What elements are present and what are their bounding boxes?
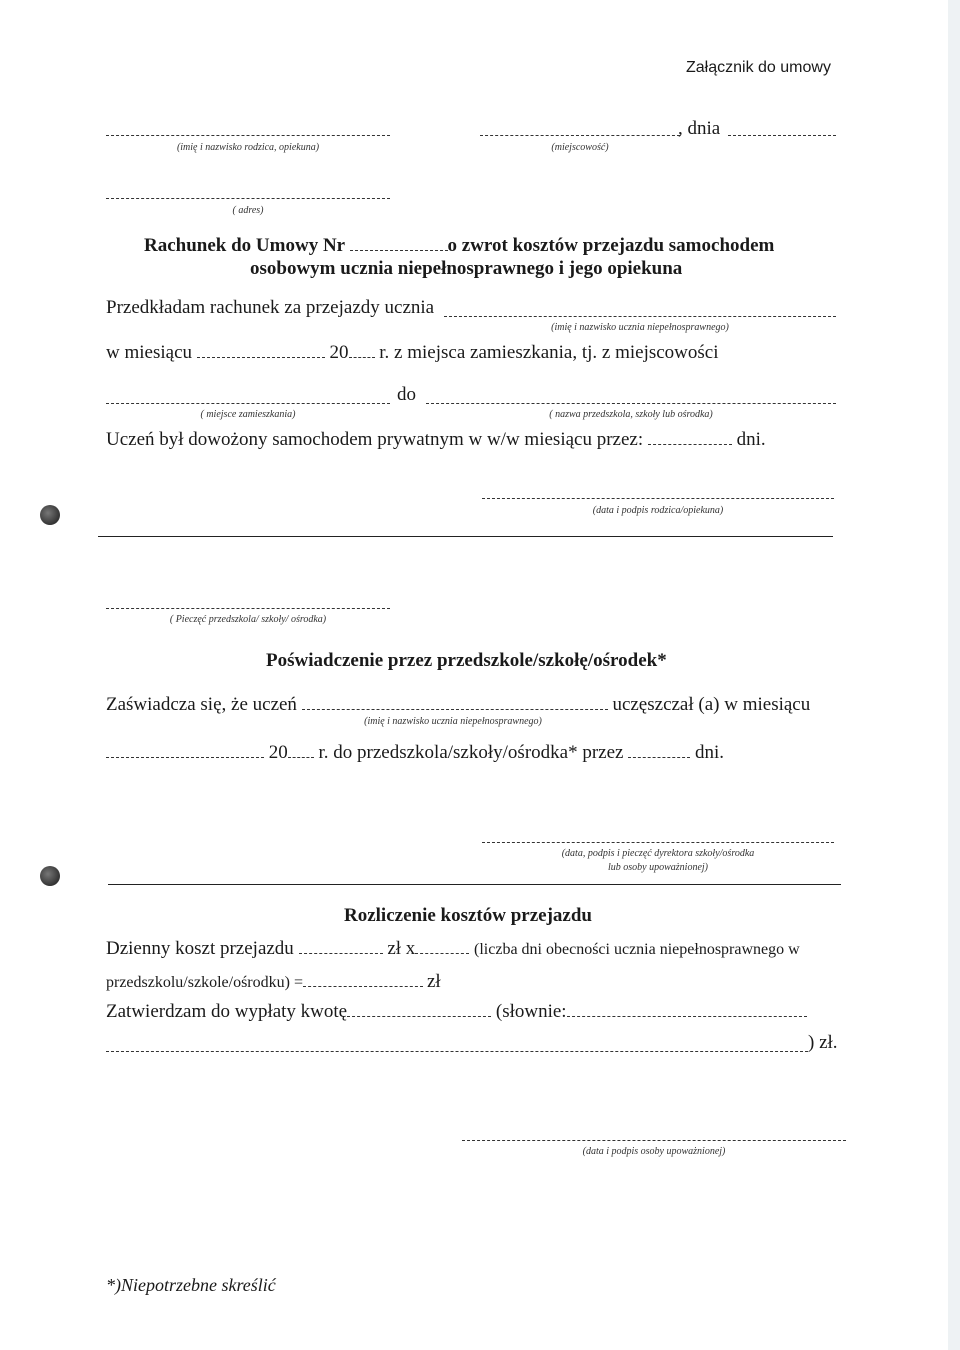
dnia-label: , dnia: [678, 118, 721, 139]
to-school-text: r. do przedszkola/szkoły/ośrodka* przez: [318, 742, 624, 763]
student-name-field[interactable]: [444, 316, 836, 317]
parent-signature-caption: (data i podpis rodzica/opiekuna): [592, 505, 724, 516]
total-amount-field[interactable]: [303, 986, 423, 987]
attendance-days-label: dni.: [694, 742, 724, 763]
contract-number-field[interactable]: [350, 250, 448, 251]
attachment-label: Załącznik do umowy: [686, 59, 831, 76]
approve-label: Zatwierdzam do wypłaty kwotę: [106, 1001, 348, 1022]
year-prefix: 20: [329, 342, 349, 363]
attendance-line: [106, 742, 724, 764]
days-count-label: (liczba dni obecności ucznia niepełnosprawnego w: [474, 941, 800, 958]
director-caption-2: lub osoby upoważnionej): [608, 862, 708, 873]
residence-field[interactable]: [106, 403, 390, 404]
student-name-caption: (imię i nazwisko ucznia niepełnosprawnego): [551, 322, 729, 333]
year-field[interactable]: [349, 357, 375, 358]
invoice-intro: Przedkładam rachunek za przejazdy ucznia: [106, 297, 435, 318]
attended-text: uczęszczał (a) w miesiącu: [612, 694, 811, 715]
page-edge-shadow: [948, 0, 960, 1350]
school-eq-line: [106, 971, 441, 993]
days-count-field[interactable]: [415, 953, 469, 954]
place-caption: (miejscowość): [551, 142, 609, 153]
authorized-caption: (data i podpis osoby upoważnionej): [582, 1146, 726, 1157]
authorized-signature-field[interactable]: [462, 1140, 846, 1141]
punch-hole: [40, 505, 60, 525]
school-field[interactable]: [426, 403, 836, 404]
stamp-caption: ( Pieczęć przedszkola/ szkoły/ ośrodka): [169, 614, 327, 625]
daily-cost-line: [106, 938, 800, 960]
place-field[interactable]: [480, 135, 680, 136]
month-field[interactable]: [197, 357, 325, 358]
title-part-b: o zwrot kosztów przejazdu samochodem: [447, 235, 775, 256]
address-caption: ( adres): [232, 205, 264, 216]
date-field[interactable]: [728, 135, 836, 136]
parent-name-caption: (imię i nazwisko rodzica, opiekuna): [176, 142, 320, 153]
address-field[interactable]: [106, 198, 390, 199]
attendance-year-prefix: 20: [268, 742, 288, 763]
days-label: dni.: [736, 429, 766, 450]
title-part-a: Rachunek do Umowy Nr: [144, 235, 345, 256]
amount-words-continuation[interactable]: [106, 1051, 808, 1052]
zl-x-label: zł x: [387, 938, 416, 959]
section-divider: [98, 536, 833, 537]
attendance-month-field[interactable]: [106, 757, 264, 758]
title-line-2: osobowym ucznia niepełnosprawnego i jego opiekuna: [250, 258, 683, 279]
approve-amount-field[interactable]: [347, 1016, 491, 1017]
month-line: [106, 342, 719, 364]
certification-heading: Poświadczenie przez przedszkole/szkołę/ośrodek*: [266, 650, 667, 671]
certify-text: Zaświadcza się, że uczeń: [106, 694, 297, 715]
residence-caption: ( miejsce zamieszkania): [200, 409, 296, 420]
daily-cost-field[interactable]: [299, 953, 383, 954]
section-divider-2: [108, 884, 841, 885]
month-label: w miesiącu: [106, 342, 193, 363]
director-signature-field[interactable]: [482, 842, 834, 843]
attendance-year-field[interactable]: [288, 757, 314, 758]
in-words-label: (słownie:: [495, 1001, 567, 1022]
certified-student-caption: (imię i nazwisko ucznia niepełnosprawnego): [364, 716, 542, 727]
attendance-days-field[interactable]: [628, 757, 690, 758]
stamp-field[interactable]: [106, 608, 390, 609]
school-caption: ( nazwa przedszkola, szkoły lub ośrodka): [549, 409, 713, 420]
do-label: do: [397, 384, 416, 405]
title-line-1: [144, 235, 774, 257]
days-field[interactable]: [648, 444, 732, 445]
daily-cost-label: Dzienny koszt przejazdu: [106, 938, 294, 959]
transport-line: [106, 429, 766, 451]
school-eq-label: przedszkolu/szkole/ośrodku) =: [106, 974, 303, 991]
amount-words-field[interactable]: [567, 1016, 807, 1017]
approve-line: [106, 1001, 807, 1023]
from-place-label: r. z miejsca zamieszkania, tj. z miejscowości: [379, 342, 719, 363]
certified-student-field[interactable]: [302, 709, 608, 710]
punch-hole: [40, 866, 60, 886]
director-caption-1: (data, podpis i pieczęć dyrektora szkoły/ośrodka: [561, 848, 755, 859]
parent-name-field[interactable]: [106, 135, 390, 136]
parent-signature-field[interactable]: [482, 498, 834, 499]
zl-end-label: ) zł.: [808, 1032, 838, 1053]
settlement-heading: Rozliczenie kosztów przejazdu: [344, 905, 592, 926]
transport-text: Uczeń był dowożony samochodem prywatnym w w/w miesiącu przez:: [106, 429, 644, 450]
certify-line: [106, 694, 810, 716]
footnote: *)Niepotrzebne skreślić: [106, 1275, 276, 1295]
zl-label: zł: [426, 971, 441, 992]
